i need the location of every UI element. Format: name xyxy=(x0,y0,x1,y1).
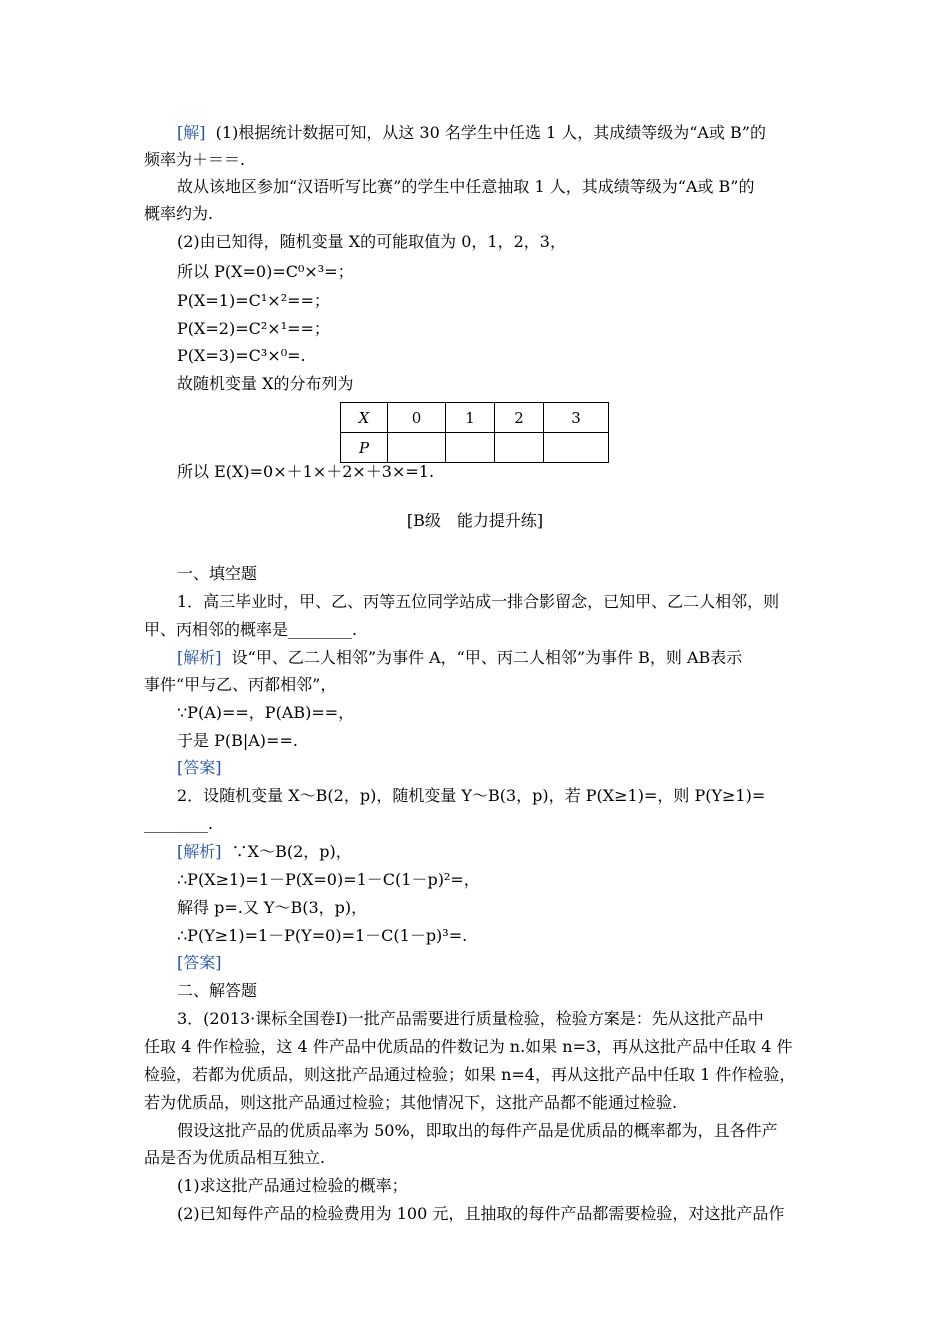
question-3-line-2: 任取 4 件作检验，这 4 件产品中优质品的件数记为 n.如果 n=3，再从这批产品中任取 4 件 xyxy=(144,1037,793,1056)
analysis-tag: [解析] xyxy=(177,842,222,861)
formula-p3: P(X=3)=C³×⁰=. xyxy=(177,346,306,365)
analysis-2-line-4: ∴P(Y≥1)=1－P(Y=0)=1－C(1－p)³=. xyxy=(177,926,468,945)
table-cell: 0 xyxy=(388,403,446,433)
formula-p0: 所以 P(X=0)=C⁰×³=； xyxy=(177,262,354,281)
analysis-1-line-3: ∵P(A)==，P(AB)==， xyxy=(177,703,355,722)
analysis-1-line-2: 事件“甲与乙、丙都相邻”， xyxy=(144,675,337,694)
analysis-tag: [解析] xyxy=(177,648,222,667)
solution-line-1 xyxy=(177,123,766,143)
analysis-2-line-1 xyxy=(177,842,352,862)
formula-p1: P(X=1)=C¹×²==； xyxy=(177,291,330,310)
question-2-line-1: 2．设随机变量 X～B(2，p)，随机变量 Y～B(3，p)，若 P(X≥1)=，则 P(Y≥1)= xyxy=(177,786,766,805)
question-3-line-1: 3．(2013·课标全国卷Ⅰ)一批产品需要进行质量检验，检验方案是：先从这批产品中 xyxy=(177,1009,764,1028)
fill-heading: 一、填空题 xyxy=(177,564,258,583)
table-cell xyxy=(544,433,609,463)
answer-1-tag: [答案] xyxy=(177,758,222,777)
table-cell: P xyxy=(341,433,388,463)
question-3-line-7: (1)求这批产品通过检验的概率； xyxy=(177,1176,408,1195)
analysis-1-line-4: 于是 P(B|A)==. xyxy=(177,731,298,750)
table-cell: 3 xyxy=(544,403,609,433)
analysis-2-line-2: ∴P(X≥1)=1－P(X=0)=1－C(1－p)²=， xyxy=(177,870,480,889)
section-title: [B级 能力提升练] xyxy=(406,511,544,530)
solution-tag: [解] xyxy=(177,123,206,142)
solution-line-3: 故从该地区参加“汉语听写比赛”的学生中任意抽取 1 人，其成绩等级为“A或 B”的 xyxy=(177,177,755,196)
question-3-line-4: 若为优质品，则这批产品通过检验；其他情况下，这批产品都不能通过检验. xyxy=(144,1093,678,1112)
analysis-2-text: ∵X～B(2，p)， xyxy=(231,842,352,861)
question-1-line-2: 甲、丙相邻的概率是________. xyxy=(144,620,358,639)
solve-heading: 二、解答题 xyxy=(177,981,258,1000)
question-2-line-2: ________. xyxy=(144,814,214,833)
analysis-1-line-1 xyxy=(177,648,742,668)
question-3-line-6: 品是否为优质品相互独立. xyxy=(144,1148,326,1167)
expectation-line: 所以 E(X)=0×＋1×＋2×＋3×=1. xyxy=(177,462,435,481)
solution-line-2: 频率为＋＝＝. xyxy=(144,150,246,169)
formula-p2: P(X=2)=C²×¹==； xyxy=(177,319,330,338)
question-1-line-1: 1．高三毕业时，甲、乙、丙等五位同学站成一排合影留念，已知甲、乙二人相邻，则 xyxy=(177,592,780,611)
table-cell xyxy=(388,433,446,463)
solution-text-1: (1)根据统计数据可知，从这 30 名学生中任选 1 人，其成绩等级为“A或 B”的 xyxy=(215,123,766,142)
solution-line-4: 概率约为. xyxy=(144,204,214,223)
analysis-1-text: 设“甲、乙二人相邻”为事件 A，“甲、丙二人相邻”为事件 B，则 AB表示 xyxy=(231,648,743,667)
table-cell: X xyxy=(341,403,388,433)
table-cell xyxy=(495,433,544,463)
question-3-line-5: 假设这批产品的优质品率为 50%，即取出的每件产品是优质品的概率都为，且各件产 xyxy=(177,1121,778,1140)
question-3-line-8: (2)已知每件产品的检验费用为 100 元，且抽取的每件产品都需要检验，对这批产品作 xyxy=(177,1204,785,1223)
table-cell xyxy=(446,433,495,463)
table-row xyxy=(341,433,609,463)
analysis-2-line-3: 解得 p=.又 Y～B(3，p)， xyxy=(177,898,368,917)
table-cell: 2 xyxy=(495,403,544,433)
answer-2-tag: [答案] xyxy=(177,953,222,972)
distribution-table xyxy=(340,402,609,463)
table-row xyxy=(341,403,609,433)
distribution-intro: 故随机变量 X的分布列为 xyxy=(177,374,354,393)
solution-line-5: (2)由已知得，随机变量 X的可能取值为 0，1，2，3， xyxy=(177,232,566,251)
question-3-line-3: 检验，若都为优质品，则这批产品通过检验；如果 n=4，再从这批产品中任取 1 件作检验， xyxy=(144,1065,796,1084)
table-cell: 1 xyxy=(446,403,495,433)
